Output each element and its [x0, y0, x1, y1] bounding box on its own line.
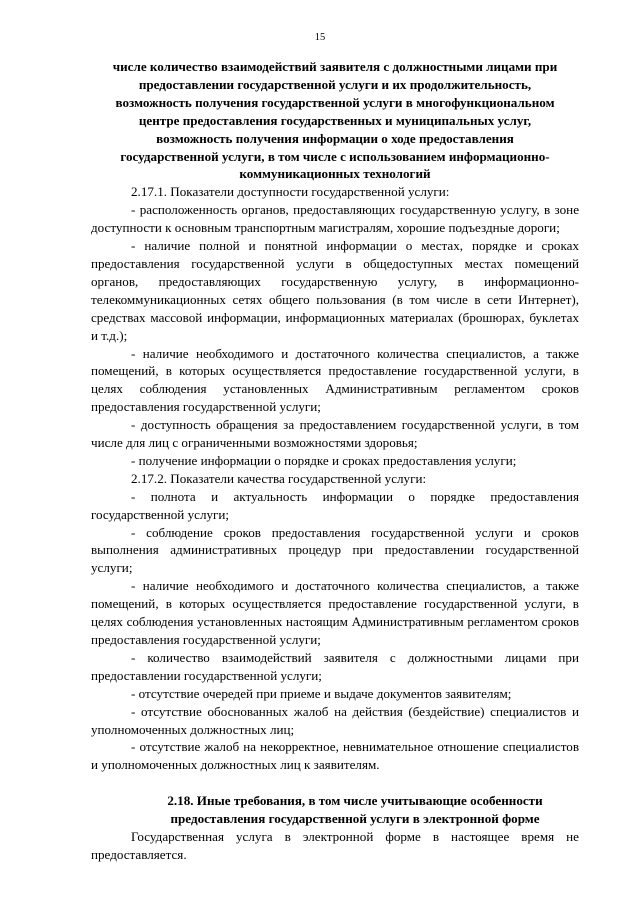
- heading-line: возможность получения государственной услуги в многофункциональном: [115, 94, 555, 110]
- section-spacer: [91, 774, 579, 792]
- page-number: 15: [314, 32, 326, 43]
- heading-line: возможность получения информации о ходе предоставления: [156, 130, 514, 146]
- list-item: - доступность обращения за предоставлением государственной услуги, в том числе для лиц с ограниченными возможностями здоровья;: [91, 417, 579, 451]
- list-item: - отсутствие очередей при приеме и выдаче документов заявителям;: [131, 685, 512, 701]
- heading-line: предоставлении государственной услуги и их продолжительность,: [138, 76, 532, 92]
- list-item: - получение информации о порядке и сроках предоставления услуги;: [131, 452, 517, 468]
- heading-line: числе количество взаимодействий заявителя с должностными лицами при: [112, 59, 558, 74]
- document-body: [91, 58, 579, 864]
- list-item: - расположенность органов, предоставляющих государственную услугу, в зоне доступности к основным транспортным магистралям, хорошие подъездные дороги;: [91, 202, 579, 236]
- section-heading-continued: [91, 58, 579, 183]
- list-item: - отсутствие жалоб на некорректное, невнимательное отношение специалистов и уполномоченных должностных лиц к заявителям.: [91, 739, 579, 773]
- heading-line: 2.18. Иные требования, в том числе учитывающие особенности: [167, 793, 543, 809]
- section-heading-2-18: [91, 792, 579, 828]
- heading-line: центре предоставления государственных и муниципальных услуг,: [138, 112, 532, 128]
- list-item: - наличие необходимого и достаточного количества специалистов, а также помещений, в которых осуществляется предоставление государственной услуги, в целях соблюдения установленных Административным регламентом сроков предоставления государственной услуги;: [91, 345, 579, 415]
- paragraph-2-17-2: 2.17.2. Показатели качества государственной услуги:: [131, 470, 427, 486]
- list-item: - наличие необходимого и достаточного количества специалистов, а также помещений, в которых осуществляется предоставление государственной услуги, в целях соблюдения установленных настоящим Административным регламентом сроков предоставления государственной услуги;: [91, 578, 579, 647]
- heading-line: коммуникационных технологий: [239, 166, 431, 182]
- paragraph-2-17-1: 2.17.1. Показатели доступности государственной услуги:: [131, 184, 450, 200]
- list-item: - отсутствие обоснованных жалоб на действия (бездействие) специалистов и уполномоченных должностных лиц;: [91, 703, 579, 737]
- heading-line: предоставления государственной услуги в электронной форме: [170, 811, 540, 827]
- list-item: - количество взаимодействий заявителя с должностными лицами при предоставлении государственной услуги;: [91, 649, 579, 683]
- final-paragraph: Государственная услуга в электронной форме в настоящее время не предоставляется.: [91, 829, 579, 862]
- list-item: - полнота и актуальность информации о порядке предоставления государственной услуги;: [91, 488, 579, 522]
- heading-line: государственной услуги, в том числе с использованием информационно-: [120, 148, 550, 164]
- list-item: - наличие полной и понятной информации о местах, порядке и сроках предоставления государственной услуги в общедоступных местах помещений органов, предоставляющих государственную услугу, в информационно-телекоммуникационных сетях общего пользования (в том числе в сети Интернет), средствах массовой информации, информационных материалах (брошюрах, буклетах и т.д.);: [91, 238, 579, 343]
- list-item: - соблюдение сроков предоставления государственной услуги и сроков выполнения административных процедур при предоставлении государственной услуги;: [91, 524, 579, 576]
